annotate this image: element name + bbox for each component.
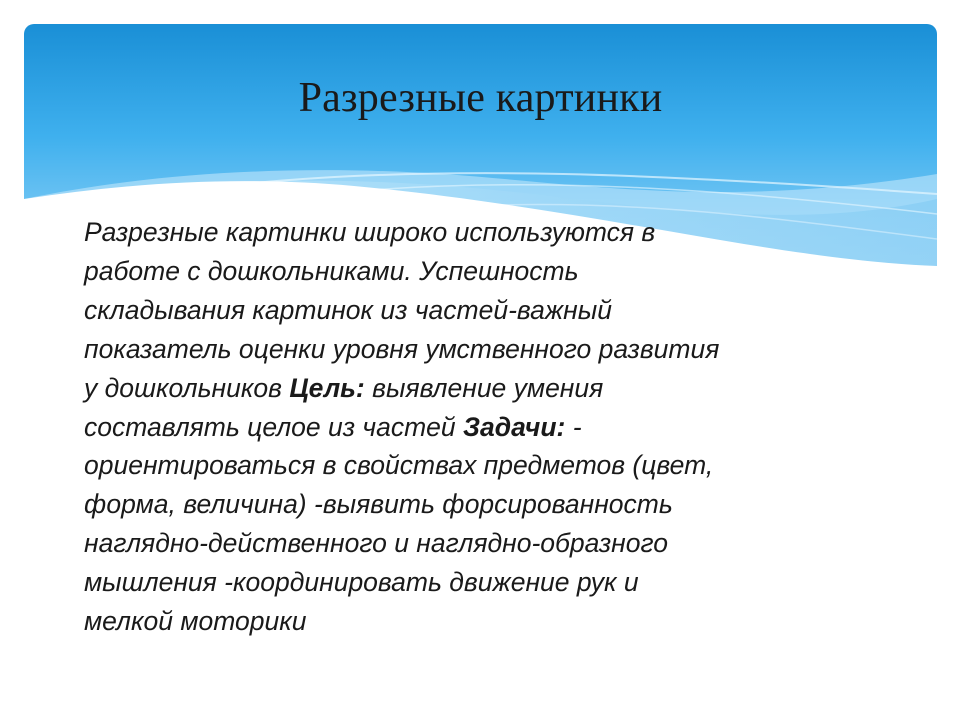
body-text-segment: выявление умения — [364, 372, 604, 403]
tasks-label: Задачи: — [463, 411, 566, 442]
body-text-segment: составлять целое из частей — [84, 411, 464, 442]
body-line: показатель оценки уровня умственного развития — [84, 333, 720, 364]
slide-title: Разрезные картинки — [298, 75, 663, 121]
body-line: мышления -координировать движение рук и — [84, 567, 639, 598]
slide-body-text — [84, 213, 884, 641]
body-line — [84, 408, 884, 447]
body-line: ориентироваться в свойствах предметов (цвет, — [84, 450, 714, 481]
body-line: складывания картинок из частей-важный — [84, 294, 612, 325]
body-line: наглядно-действенного и наглядно-образного — [84, 528, 668, 559]
goal-label: Цель: — [289, 372, 365, 403]
body-line: Разрезные картинки широко используются в — [84, 217, 656, 247]
body-text-segment: - — [565, 411, 582, 442]
body-line: форма, величина) -выявить форсированность — [84, 489, 673, 520]
body-line: мелкой моторики — [84, 606, 307, 637]
body-text-segment: у дошкольников — [84, 372, 290, 403]
body-line — [84, 369, 884, 408]
body-line: работе с дошкольниками. Успешность — [84, 255, 579, 286]
